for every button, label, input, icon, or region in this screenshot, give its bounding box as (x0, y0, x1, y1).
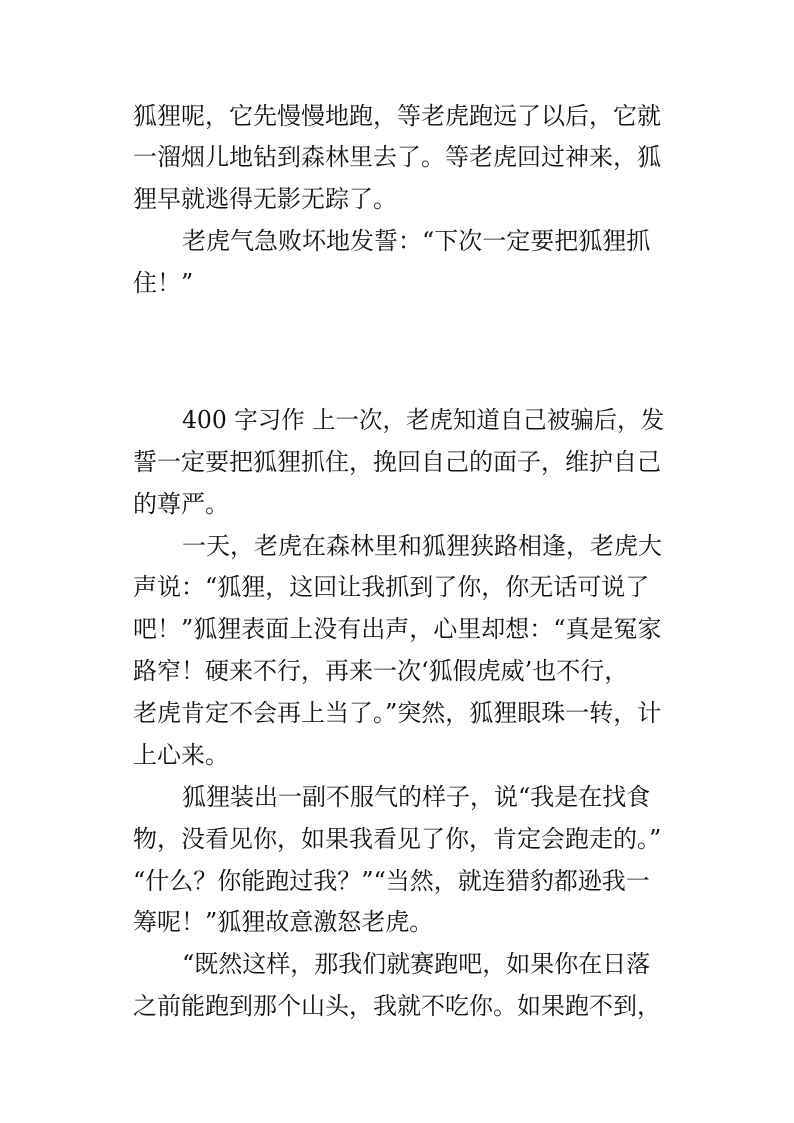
text-line: 狸早就逃得无影无踪了。 (133, 185, 397, 213)
text-line: 筹呢！”狐狸故意激怒老虎。 (133, 908, 434, 936)
text-line: 的尊严。 (133, 490, 229, 518)
text-line: 路窄！硬来不行，再来一次‘狐假虎威’也不行， (133, 657, 629, 685)
text-line: 400 字习作 上一次，老虎知道自己被骗后，发 (182, 406, 665, 434)
text-line: 上心来。 (133, 741, 229, 769)
text-line: 誓一定要把狐狸抓住，挽回自己的面子，维护自己 (133, 448, 661, 476)
text-line: 之前能跑到那个山头，我就不吃你。如果跑不到， (133, 992, 661, 1020)
text-line: 老虎肯定不会再上当了。”突然，狐狸眼珠一转，计 (133, 699, 662, 727)
text-line: 住！” (133, 269, 194, 297)
text-line: 一天，老虎在森林里和狐狸狭路相逢，老虎大 (182, 532, 662, 560)
text-line: “什么？你能跑过我？”“当然，就连猎豹都逊我一 (133, 867, 650, 895)
text-line: 狐狸呢，它先慢慢地跑，等老虎跑远了以后，它就 (133, 102, 661, 130)
text-line: 狐狸装出一副不服气的样子，说“我是在找食 (182, 783, 651, 811)
text-line: “既然这样，那我们就赛跑吧，如果你在日落 (182, 950, 651, 978)
text-line: 吧！”狐狸表面上没有出声，心里却想：“真是冤家 (133, 615, 662, 643)
text-line: 老虎气急败坏地发誓：“下次一定要把狐狸抓 (182, 227, 651, 255)
text-line: 物，没看见你，如果我看见了你，肯定会跑走的。” (133, 825, 662, 853)
text-line: 声说：“狐狸，这回让我抓到了你，你无话可说了 (133, 573, 650, 601)
text-line: 一溜烟儿地钻到森林里去了。等老虎回过神来，狐 (133, 143, 661, 171)
